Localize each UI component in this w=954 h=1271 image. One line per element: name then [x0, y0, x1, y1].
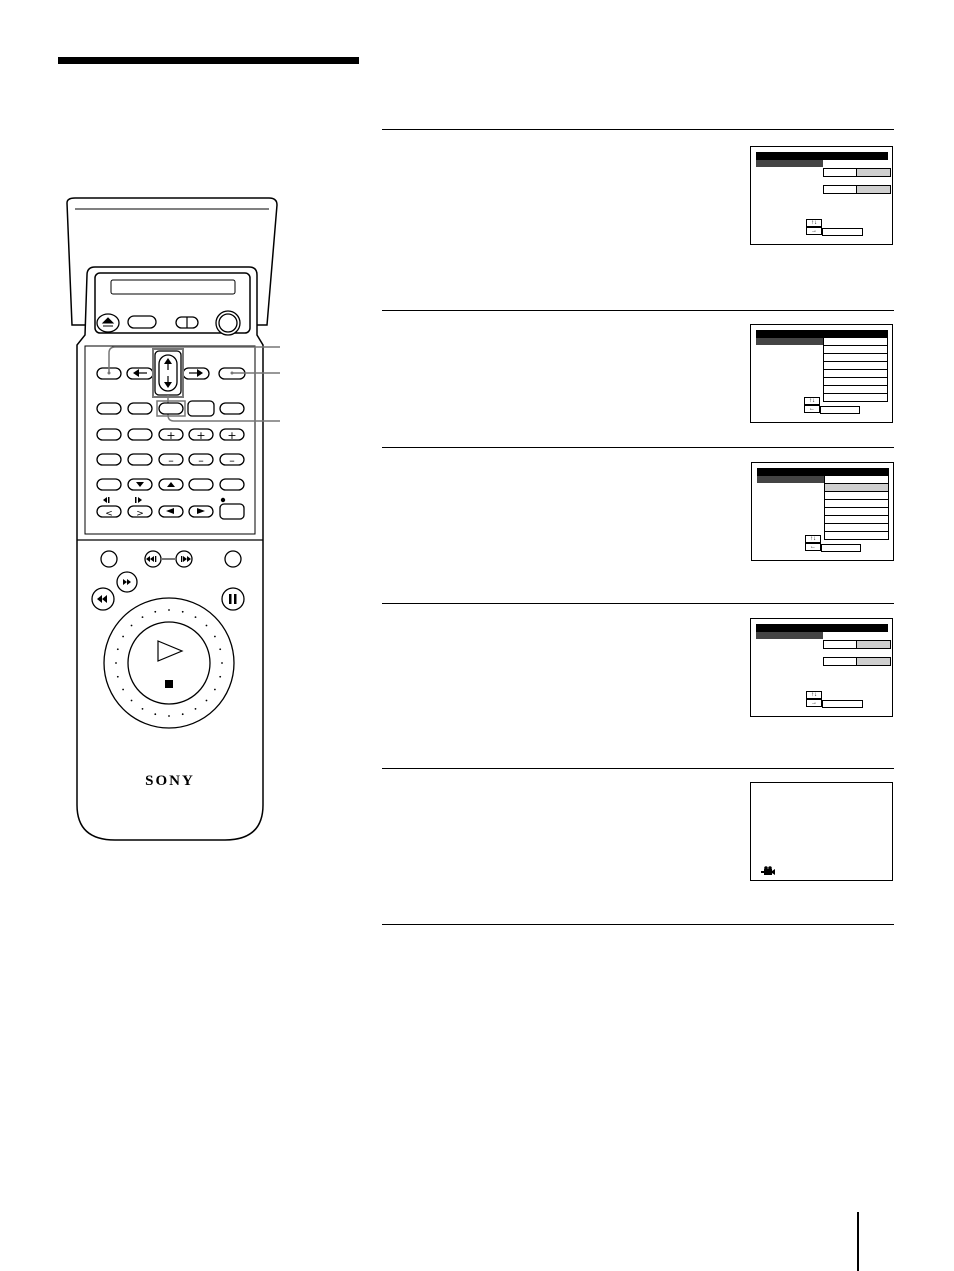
step-divider: [382, 768, 894, 769]
screen-4: ↑↓ →: [750, 618, 893, 717]
screen-1: ↑↓ →: [750, 146, 893, 245]
step-divider: [382, 447, 894, 448]
dial-dot: [214, 689, 216, 691]
header-rule: [58, 57, 359, 64]
svg-text:–: –: [229, 454, 235, 467]
svg-text:>: >: [136, 509, 144, 519]
dial-dot: [221, 662, 223, 664]
remote-control-drawing: [55, 195, 285, 850]
dial-dot: [117, 676, 119, 678]
dial-dot: [206, 625, 208, 627]
dial-dot: [131, 625, 133, 627]
dial-dot: [122, 689, 124, 691]
step-divider: [382, 924, 894, 925]
dial-dot: [214, 636, 216, 638]
dial-dot: [115, 662, 117, 664]
screen-5: [750, 782, 893, 881]
remote-control-illustration: [55, 195, 285, 850]
dial-dot: [195, 616, 197, 618]
svg-text:<: <: [105, 509, 113, 519]
dial-dot: [219, 676, 221, 678]
step-divider: [382, 310, 894, 311]
plus-label: +: [166, 429, 176, 442]
dial-dot: [142, 708, 144, 710]
dial-dot: [182, 713, 184, 715]
dial-dot: [117, 648, 119, 650]
dial-dot: [168, 715, 170, 717]
step-divider: [382, 129, 894, 130]
dial-dot: [131, 700, 133, 702]
dial-dot: [206, 700, 208, 702]
dial-dot: [154, 713, 156, 715]
page-edge-mark: [857, 1212, 859, 1271]
dial-dot: [168, 609, 170, 611]
screen-3: ↑↓ ←: [751, 462, 894, 561]
svg-text:+: +: [196, 429, 206, 442]
dial-dot: [154, 611, 156, 613]
dial-dot: [122, 636, 124, 638]
svg-text:+: +: [227, 429, 237, 442]
screen-2: ↑↓ ←: [750, 324, 893, 423]
dial-dot: [182, 611, 184, 613]
svg-text:–: –: [198, 454, 204, 467]
camera-icon: [761, 866, 775, 876]
svg-text:–: –: [168, 454, 174, 467]
brand-logo: SONY: [145, 773, 195, 789]
dial-dot: [219, 648, 221, 650]
dial-dot: [142, 616, 144, 618]
dial-dot: [195, 708, 197, 710]
step-divider: [382, 603, 894, 604]
